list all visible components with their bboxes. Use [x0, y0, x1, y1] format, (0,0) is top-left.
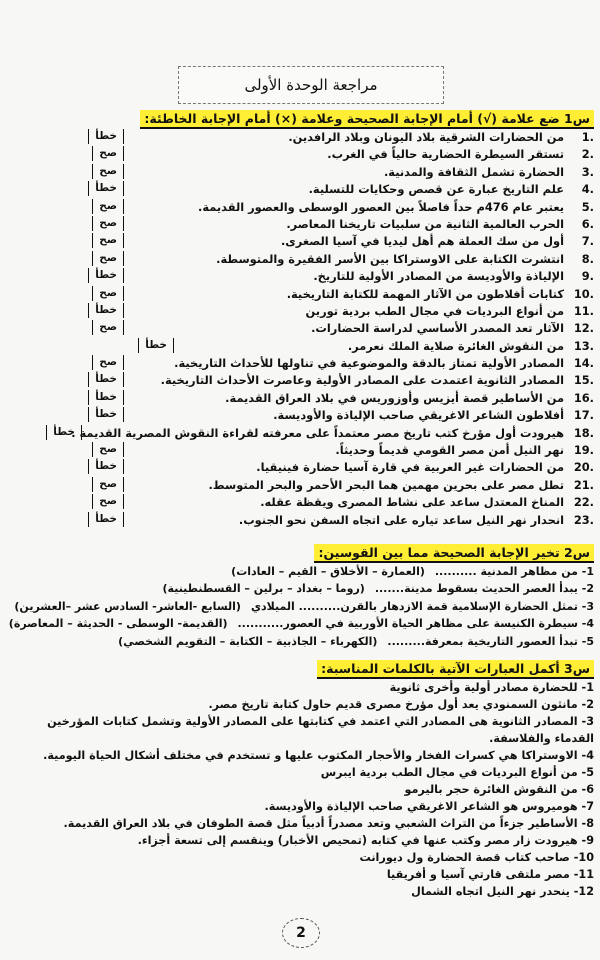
choice-item	[8, 615, 594, 632]
item-number: .7	[581, 234, 594, 249]
answer-box: خطأ	[88, 268, 124, 283]
true-false-item	[12, 494, 594, 511]
fill-in-item	[12, 679, 594, 696]
item-number: 11-	[573, 868, 594, 881]
fill-in-item	[12, 849, 594, 866]
true-false-item	[12, 442, 594, 459]
item-number: .22	[573, 495, 594, 510]
item-choices: (روما – بغداد – برلين – القسطنطينية)	[162, 582, 365, 596]
item-number: 3-	[581, 599, 594, 613]
item-statement: تطل مصر على بحرين مهمين هما البحر الأحمر والبحر المتوسط.	[208, 477, 565, 492]
section3-heading: س3 أكمل العبارات الآتية بالكلمات المناسبة:	[317, 660, 594, 679]
true-false-item	[12, 477, 594, 494]
item-number: 8-	[581, 817, 594, 830]
true-false-item	[12, 251, 594, 268]
item-choices: (العمارة – الأخلاق – القيم – العادات)	[231, 565, 425, 578]
item-statement: مصر ملتقى قارتي آسيا و أفريقيا	[386, 868, 570, 881]
multiple-choice-list	[8, 563, 594, 650]
item-number: 12-	[573, 885, 594, 898]
item-statement: الحضارة تشمل الثقافة والمدنية.	[383, 164, 565, 179]
answer-box: صح	[92, 216, 124, 231]
item-statement: يبدأ العصر الحديث بسقوط مدينة.......	[374, 582, 578, 596]
answer-box: خطأ	[88, 372, 124, 387]
item-number: 1-	[581, 565, 594, 578]
item-number: .18	[573, 425, 594, 440]
true-false-item	[12, 459, 594, 476]
item-number: .6	[581, 216, 594, 231]
item-statement: الإلياذة والأوديسة من المصادر الأولية للتاريخ.	[313, 269, 565, 284]
answer-box: صح	[92, 146, 124, 161]
item-statement: من الأساطير قصة أيزيس وأوزوريس في بلاد العراق القديمة.	[225, 390, 565, 405]
true-false-item	[12, 268, 594, 285]
item-statement: الأساطير جزءاً من التراث الشعبي وتعد مصدراً أدبياً مثل قصة الطوفان في بلاد العراق القديمة.	[63, 817, 578, 830]
item-number: .16	[573, 390, 594, 405]
item-number: .17	[573, 408, 594, 423]
page-title: مراجعة الوحدة الأولى	[178, 66, 444, 104]
section-fill-in	[12, 658, 594, 900]
item-statement: هيرودت أول مؤرخ كتب تاريخ مصر معتمداً على معرفته لقراءة النقوش المصرية القديمة .	[71, 425, 565, 440]
item-statement: أفلاطون الشاعر الاغريقي صاحب الإلياذة والأوديسة.	[273, 408, 565, 423]
item-number: 2-	[581, 582, 594, 596]
item-statement: انحدار نهر النيل ساعد تياره على اتجاه السفن نحو الجنوب.	[238, 512, 565, 527]
fill-in-item	[12, 713, 594, 747]
item-number: .14	[573, 356, 594, 371]
section-true-false	[12, 108, 594, 529]
fill-in-item	[12, 832, 594, 849]
item-number: 7-	[581, 800, 594, 813]
item-number: .8	[581, 251, 594, 266]
true-false-item	[12, 164, 594, 181]
page-number: 2	[282, 918, 320, 948]
item-statement: يعتبر عام 476م حداً فاصلاً بين العصور الوسطى والعصور القديمة.	[198, 199, 565, 214]
item-number: .20	[573, 460, 594, 475]
item-number: .21	[573, 477, 594, 492]
item-number: .1	[581, 130, 594, 144]
true-false-item	[12, 407, 594, 424]
fill-in-item	[12, 883, 594, 900]
true-false-item	[12, 320, 594, 337]
answer-box: خطأ	[88, 129, 124, 144]
item-number: .2	[581, 147, 594, 162]
item-statement: الاوستراكا هي كسرات الفخار والأحجار المكتوب عليها و تستخدم في مختلف أشكال الحياة اليومية.	[43, 749, 578, 762]
item-number: .5	[581, 199, 594, 214]
item-choices: (السابع -العاشر- السادس عشر –العشرين)	[14, 599, 241, 613]
item-number: .9	[581, 269, 594, 284]
answer-box: خطأ	[88, 181, 124, 196]
item-number: .15	[573, 373, 594, 388]
answer-box: صح	[92, 199, 124, 214]
item-statement: من الحضارات الشرقية بلاد اليونان وبلاد الرافدين.	[288, 130, 565, 144]
item-statement: من الحضارات غير العربية في قارة آسيا حضارة فينيقيا.	[256, 460, 565, 475]
fill-in-item	[12, 866, 594, 883]
item-statement: هيرودت زار مصر وكتب عنها في كتابه (تمحيص الأخبار) وينقسم إلى تسعة أجزاء.	[137, 834, 578, 847]
answer-box: صح	[92, 233, 124, 248]
section1-heading: س1 ضع علامة (√) أمام الإجابة الصحيحة وعلامة (×) أمام الإجابة الخاطئة:	[140, 110, 594, 129]
answer-box: خطأ	[88, 407, 124, 422]
true-false-item	[12, 355, 594, 372]
item-number: 3-	[581, 715, 594, 728]
answer-box: خطأ	[88, 390, 124, 405]
item-number: .3	[581, 164, 594, 179]
answer-box: صح	[92, 477, 124, 492]
choice-item	[12, 563, 594, 580]
item-number: .23	[573, 512, 594, 527]
item-number: 10-	[573, 851, 594, 864]
item-statement: صاحب كتاب قصة الحضارة ول ديورانت	[359, 851, 570, 864]
item-statement: من مظاهر المدنية ..........	[434, 565, 578, 578]
item-number: 6-	[581, 783, 594, 796]
item-number: .13	[573, 338, 594, 353]
item-statement: تستقر السيطرة الحضارية حالياً في الغرب.	[327, 147, 565, 162]
true-false-item	[12, 303, 594, 320]
true-false-item	[12, 181, 594, 198]
answer-box: صح	[92, 251, 124, 266]
item-statement: المناخ المعتدل ساعد على نشاط المصرى ويقظة عقله.	[260, 495, 565, 510]
section-multiple-choice	[8, 542, 594, 650]
answer-box: صح	[92, 442, 124, 457]
item-statement: الحرب العالمية الثانية من سلبيات تاريخنا المعاصر.	[286, 216, 565, 231]
answer-box: صح	[92, 164, 124, 179]
answer-box: خطأ	[88, 512, 124, 527]
item-number: 4-	[581, 617, 594, 631]
item-statement: تمثل الحضارة الإسلامية قمة الازدهار بالقرن.......... الميلادي	[250, 599, 578, 613]
item-statement: من أنواع البرديات في مجال الطب بردية ايبرس	[320, 766, 578, 779]
item-number: .12	[573, 321, 594, 336]
answer-box: صح	[92, 355, 124, 370]
choice-item	[12, 580, 594, 597]
item-statement: المصادر الأولية تمتاز بالدقة والموضوعية في تناولها للأحداث التاريخية.	[174, 356, 565, 371]
item-statement: كتابات أفلاطون من الآثار المهمة للكتابة التاريخية.	[286, 286, 565, 301]
item-statement: المصادر الثانوية هى المصادر التي اعتمد في كتابتها على المصادر الأولية وتشمل كتابات المؤرخين القدماء والفلاسفة.	[47, 715, 594, 745]
answer-box: خطأ	[46, 425, 82, 440]
true-false-item	[12, 146, 594, 163]
item-statement: للحضارة مصادر أولية وأخرى ثانوية	[389, 681, 578, 694]
answer-box: خطأ	[88, 303, 124, 318]
fill-in-item	[12, 781, 594, 798]
item-number: .4	[581, 182, 594, 197]
answer-box: صح	[92, 494, 124, 509]
true-false-item	[12, 390, 594, 407]
item-statement: ينحدر نهر النيل اتجاه الشمال	[411, 885, 570, 898]
answer-box: صح	[92, 286, 124, 301]
item-number: .10	[573, 286, 594, 301]
item-number: 5-	[581, 766, 594, 779]
item-number: 4-	[581, 749, 594, 762]
fill-in-item	[12, 696, 594, 713]
true-false-item	[12, 286, 594, 303]
item-statement: المصادر الثانوية اعتمدت على المصادر الأولية وعاصرت الأحداث التاريخية.	[160, 373, 565, 388]
item-statement: من النقوش الغائرة حجر باليرمو	[404, 783, 578, 796]
true-false-item	[12, 199, 594, 216]
item-statement: من النقوش الغائرة صلاية الملك نعرمر.	[347, 338, 565, 353]
fill-in-item	[12, 815, 594, 832]
answer-box: صح	[92, 320, 124, 335]
true-false-item	[12, 233, 594, 250]
true-false-item	[12, 129, 594, 146]
fill-in-list	[12, 679, 594, 900]
item-statement: مانثون السمنودي يعد أول مؤرخ مصرى قديم حاول كتابة تاريخ مصر.	[208, 698, 578, 711]
choice-item	[12, 598, 594, 615]
item-choices: (القديمة- الوسطى - الحديثة – المعاصرة)	[8, 617, 228, 631]
choice-item	[12, 633, 594, 650]
item-statement: علم التاريخ عبارة عن قصص وحكايات للتسلية.	[308, 182, 565, 197]
section2-heading: س2 تخير الإجابة الصحيحة مما بين القوسين:	[314, 544, 594, 563]
item-number: .11	[573, 303, 594, 318]
item-number: .19	[573, 443, 594, 458]
item-statement: نهر النيل أمن مصر القومي قديماً وحديثاً.	[335, 443, 565, 458]
true-false-list	[12, 129, 594, 529]
item-statement: سيطرة الكنيسة على مظاهر الحياة الأوربية في العصور...........	[237, 617, 578, 631]
item-number: 5-	[581, 634, 594, 648]
item-statement: أول من سك العملة هم أهل ليديا في آسيا الصغرى.	[280, 234, 565, 249]
true-false-item	[12, 216, 594, 233]
true-false-item	[12, 372, 594, 389]
item-number: 9-	[581, 834, 594, 847]
item-statement: تبدأ العصور التاريخية بمعرفة.........	[387, 634, 578, 648]
fill-in-item	[12, 747, 594, 764]
true-false-item	[12, 512, 594, 529]
item-number: 1-	[581, 681, 594, 694]
item-statement: الآثار تعد المصدر الأساسي لدراسة الحضارات.	[311, 321, 565, 336]
fill-in-item	[12, 798, 594, 815]
fill-in-item	[12, 764, 594, 781]
true-false-item	[12, 425, 594, 442]
true-false-item	[12, 338, 594, 355]
answer-box: خطأ	[88, 459, 124, 474]
answer-box: خطأ	[138, 338, 174, 353]
item-statement: انتشرت الكتابة على الاوستراكا بين الأسر الفقيرة والمتوسطة.	[216, 251, 565, 266]
item-statement: من أنواع البرديات في مجال الطب بردية تورين	[305, 303, 565, 318]
item-choices: (الكهرباء – الجاذبية – الكتابة – التقويم الشخصي)	[118, 634, 378, 648]
item-number: 2-	[581, 698, 594, 711]
item-statement: هوميروس هو الشاعر الاغريقي صاحب الإلياذة والأوديسة.	[264, 800, 578, 813]
